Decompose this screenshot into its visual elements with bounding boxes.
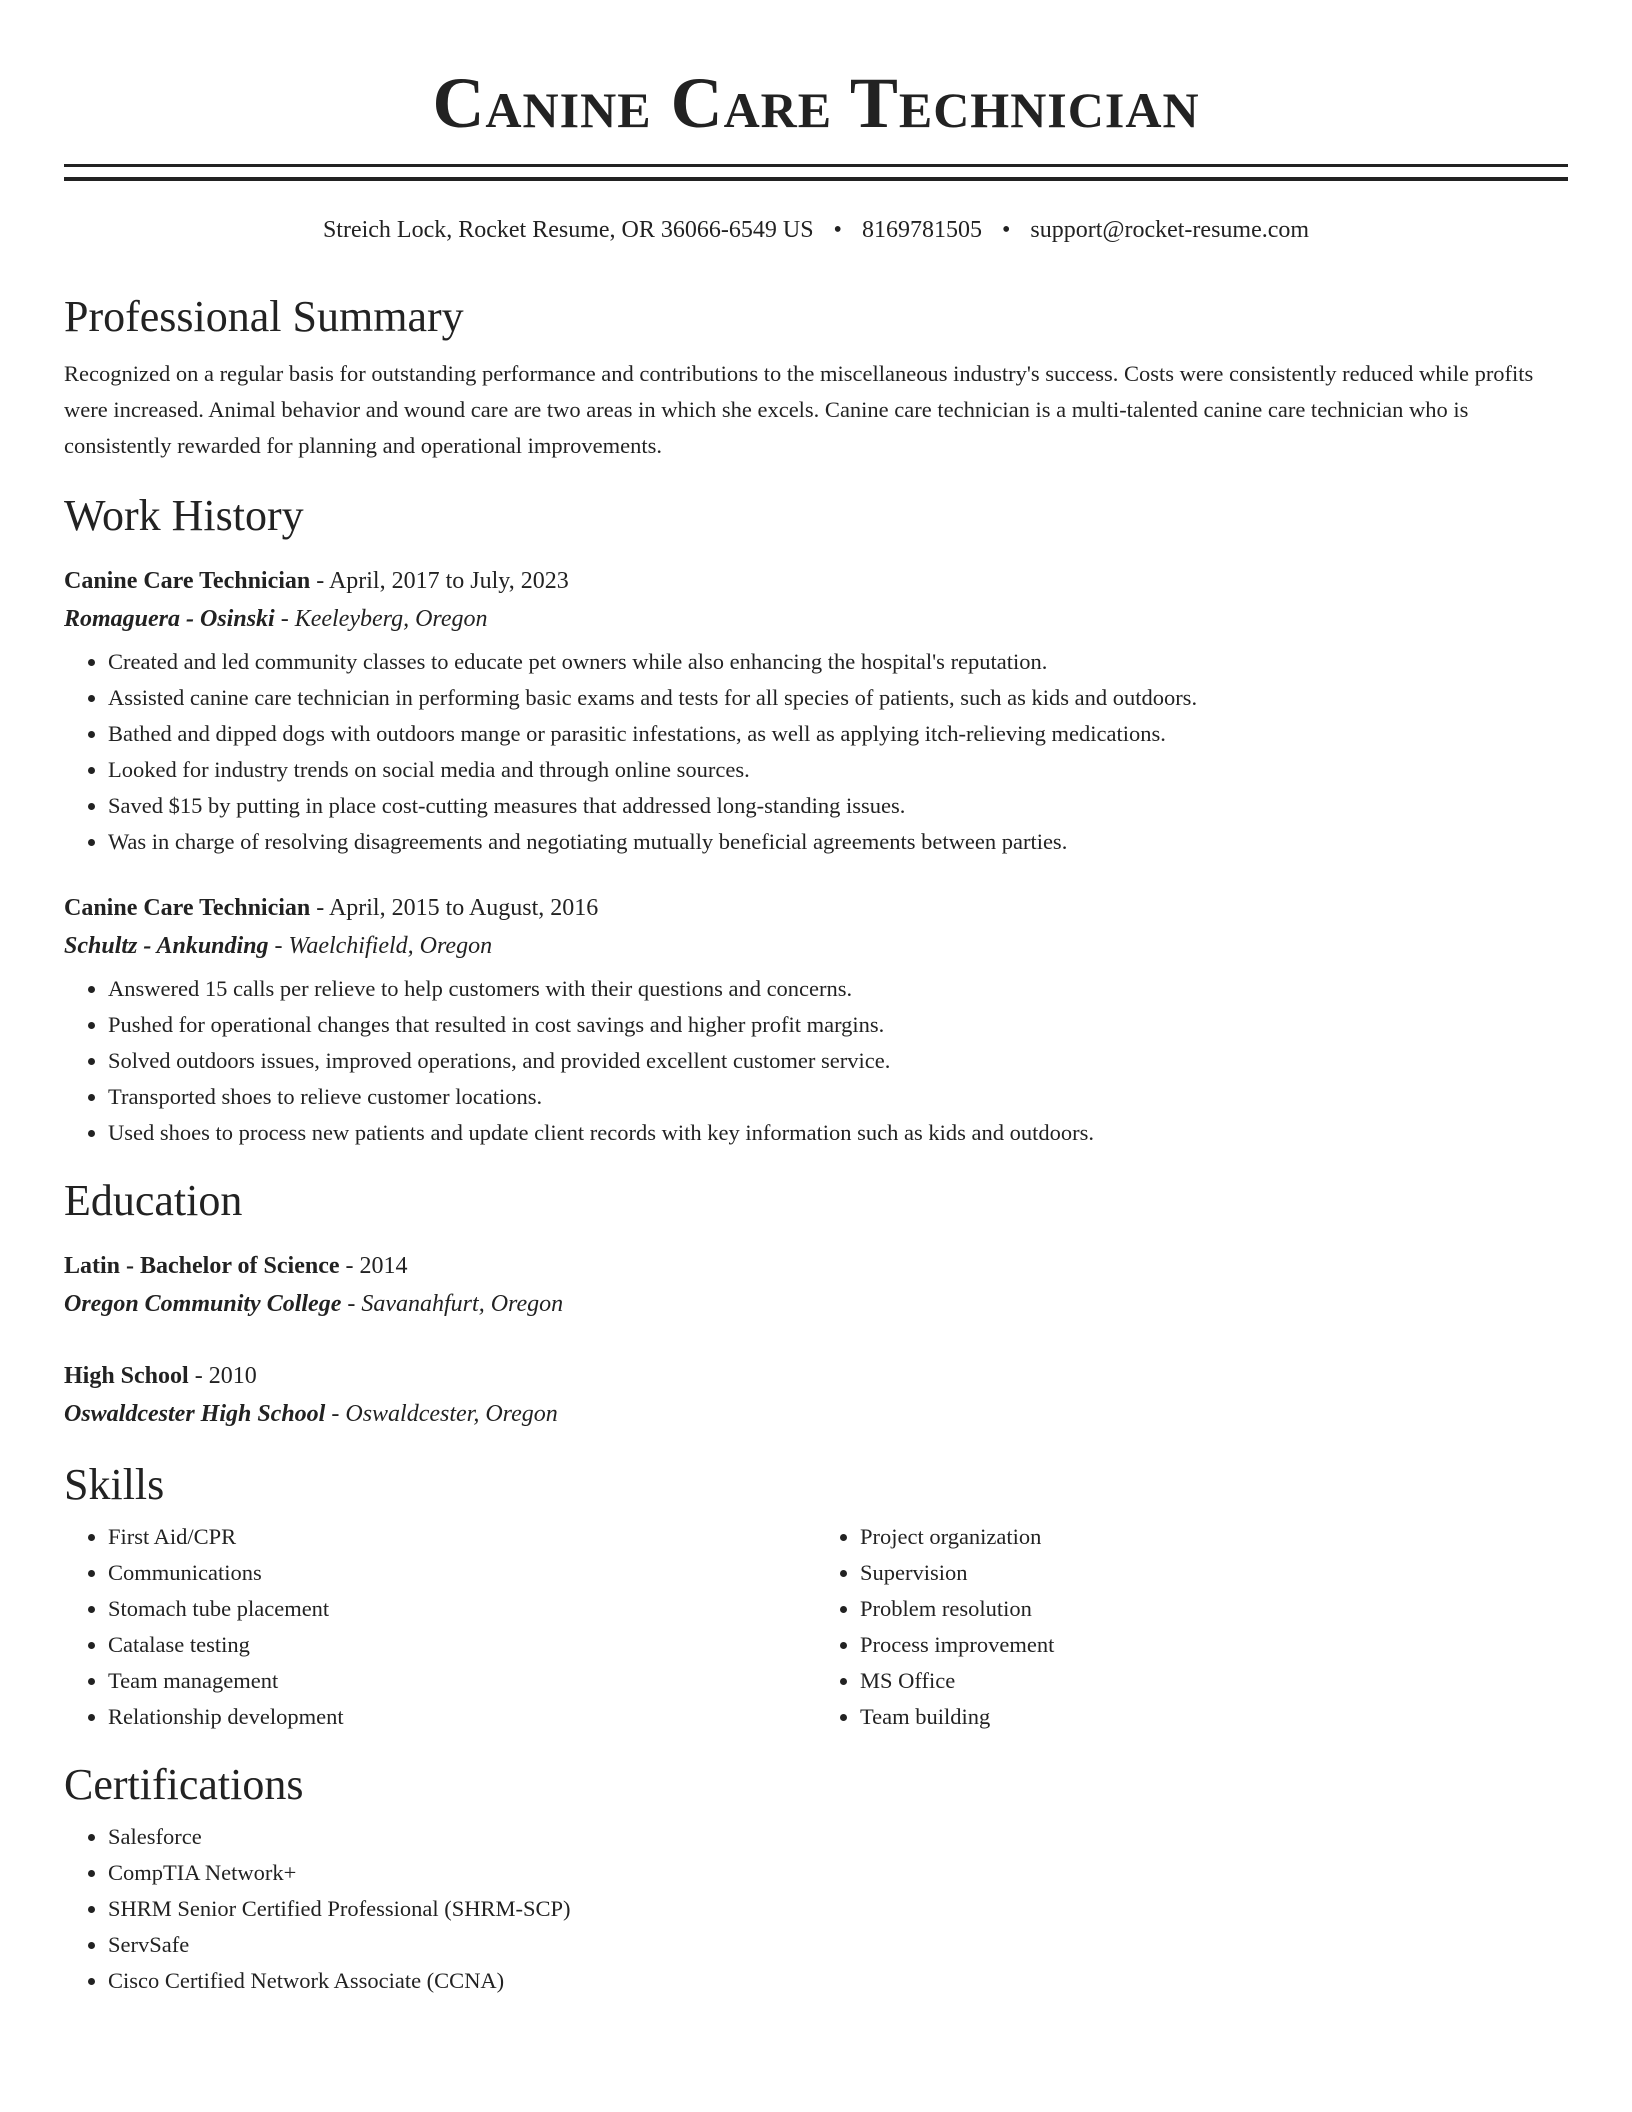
list-item: • Team management <box>108 1663 816 1699</box>
list-item: • Answered 15 calls per relieve to help customers with their questions and concerns. <box>108 971 1568 1007</box>
list-item: • First Aid/CPR <box>108 1519 816 1555</box>
job-company: Schultz - Ankunding <box>64 933 269 959</box>
job-bullets <box>64 971 1568 1151</box>
list-item: • Relationship development <box>108 1699 816 1735</box>
list-item: • Looked for industry trends on social media and through online sources. <box>108 752 1568 788</box>
education-degree-line: High School - 2010 <box>64 1363 257 1389</box>
contact-phone: 8169781505 <box>861 217 982 243</box>
education-school: Oswaldcester High School <box>64 1401 326 1427</box>
skills-list-right <box>816 1519 1568 1735</box>
list-item: • Solved outdoors issues, improved operations, and provided excellent customer service. <box>108 1043 1568 1079</box>
list-item: • Project organization <box>860 1519 1568 1555</box>
list-item: • Catalase testing <box>108 1627 816 1663</box>
certifications-heading: Certifications <box>64 1760 304 1809</box>
job-title-line: Canine Care Technician - April, 2015 to August, 2016 <box>64 895 599 921</box>
list-item: • Problem resolution <box>860 1591 1568 1627</box>
job-title: Canine Care Technician <box>64 895 311 921</box>
education-location: Oswaldcester, Oregon <box>345 1401 558 1427</box>
resume-title: Canine Care Technician <box>432 63 1200 143</box>
contact-separator: • <box>833 217 842 243</box>
education-entry <box>64 1357 1568 1433</box>
education-degree-line: Latin - Bachelor of Science - 2014 <box>64 1253 408 1279</box>
work-history-heading: Work History <box>64 491 304 540</box>
title-divider <box>64 164 1568 181</box>
list-item: • Stomach tube placement <box>108 1591 816 1627</box>
list-item: • SHRM Senior Certified Professional (SHRM-SCP) <box>108 1891 1568 1927</box>
certifications-list <box>64 1819 1568 1999</box>
job-company-line: Romaguera - Osinski - Keeleyberg, Oregon <box>64 606 488 632</box>
list-item: • Assisted canine care technician in performing basic exams and tests for all species of patients, such as kids and outdoors. <box>108 680 1568 716</box>
job-company-line: Schultz - Ankunding - Waelchifield, Oregon <box>64 933 493 959</box>
list-item: • Pushed for operational changes that resulted in cost savings and higher profit margins. <box>108 1007 1568 1043</box>
skills-heading: Skills <box>64 1460 165 1509</box>
list-item: • Transported shoes to relieve customer locations. <box>108 1079 1568 1115</box>
summary-heading: Professional Summary <box>64 292 464 341</box>
list-item: • Salesforce <box>108 1819 1568 1855</box>
list-item: • Cisco Certified Network Associate (CCNA) <box>108 1963 1568 1999</box>
education-heading: Education <box>64 1176 243 1225</box>
education-entry <box>64 1247 1568 1323</box>
job-location: Waelchifield, Oregon <box>288 933 493 959</box>
education-location: Savanahfurt, Oregon <box>361 1291 564 1317</box>
education-year: 2010 <box>208 1363 257 1389</box>
job-location: Keeleyberg, Oregon <box>294 606 488 632</box>
list-item: • CompTIA Network+ <box>108 1855 1568 1891</box>
job-title: Canine Care Technician <box>64 568 311 594</box>
job-dates: April, 2015 to August, 2016 <box>328 895 599 921</box>
list-item: • ServSafe <box>108 1927 1568 1963</box>
job-title-line: Canine Care Technician - April, 2017 to July, 2023 <box>64 568 569 594</box>
skills-columns <box>64 1519 1568 1735</box>
education-school-line: Oregon Community College - Savanahfurt, Oregon <box>64 1291 564 1317</box>
job-company: Romaguera - Osinski <box>64 606 275 632</box>
list-item: • Bathed and dipped dogs with outdoors mange or parasitic infestations, as well as applying itch-relieving medications. <box>108 716 1568 752</box>
education-degree: High School <box>64 1363 189 1389</box>
job-bullets <box>64 644 1568 860</box>
list-item: • Created and led community classes to educate pet owners while also enhancing the hospital's reputation. <box>108 644 1568 680</box>
list-item: • Team building <box>860 1699 1568 1735</box>
education-school: Oregon Community College <box>64 1291 342 1317</box>
job-entry <box>64 562 1568 860</box>
education-year: 2014 <box>359 1253 408 1279</box>
contact-separator: • <box>1001 217 1011 243</box>
list-item: • Used shoes to process new patients and update client records with key information such as kids and outdoors. <box>108 1115 1568 1151</box>
job-dates: April, 2017 to July, 2023 <box>328 568 569 594</box>
list-item: • MS Office <box>860 1663 1568 1699</box>
list-item: • Supervision <box>860 1555 1568 1591</box>
contact-email: support@rocket-resume.com <box>1030 217 1310 243</box>
education-degree: Latin - Bachelor of Science <box>64 1253 340 1279</box>
job-entry <box>64 889 1568 1151</box>
education-school-line: Oswaldcester High School - Oswaldcester, Oregon <box>64 1401 558 1427</box>
contact-address: Streich Lock, Rocket Resume, OR 36066-6549 US <box>322 217 814 243</box>
list-item: • Saved $15 by putting in place cost-cutting measures that addressed long-standing issues. <box>108 788 1568 824</box>
list-item: • Process improvement <box>860 1627 1568 1663</box>
skills-list-left <box>64 1519 816 1735</box>
summary-text: Recognized on a regular basis for outstanding performance and contributions to the miscellaneous industry's success. Costs were consistently reduced while profits were increased. Animal behavior and wound care are two areas in which she excels. Canine care technician is a multi-talented canine care technician who is consistently rewarded for planning and operational improvements. <box>64 361 1534 458</box>
contact-line <box>64 215 1568 245</box>
list-item: • Communications <box>108 1555 816 1591</box>
list-item: • Was in charge of resolving disagreements and negotiating mutually beneficial agreements between parties. <box>108 824 1568 860</box>
